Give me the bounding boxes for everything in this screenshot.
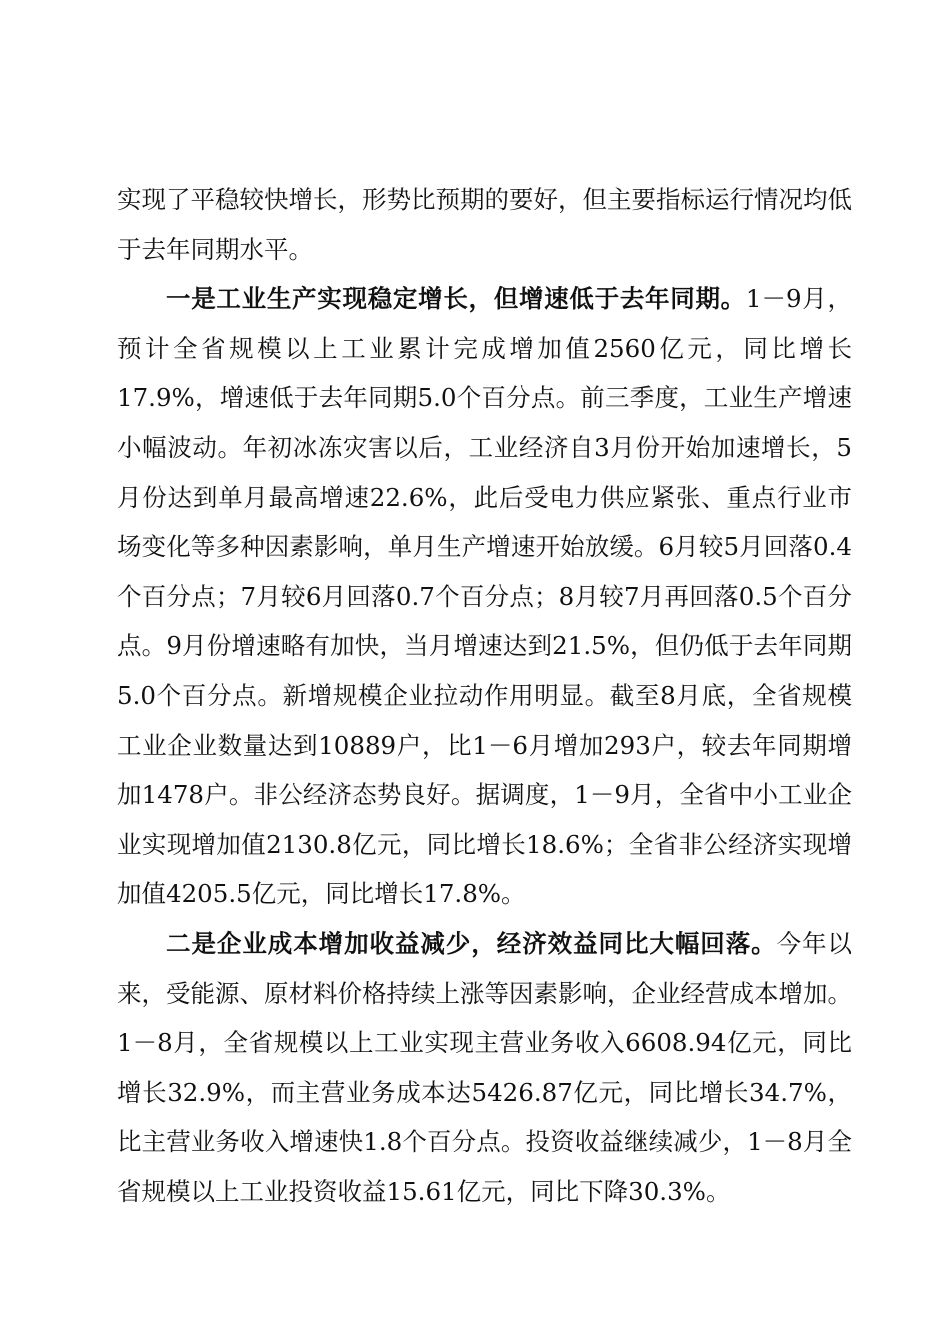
- paragraph-heading: 一是工业生产实现稳定增长，但增速低于去年同期。: [166, 284, 746, 314]
- paragraph-industrial-production: [117, 274, 852, 919]
- paragraph-continuation: [117, 175, 852, 274]
- paragraph-text: 实现了平稳较快增长，形势比预期的要好，但主要指标运行情况均低于去年同期水平。: [117, 185, 852, 264]
- document-body: [117, 175, 852, 1216]
- paragraph-text: 今年以来，受能源、原材料价格持续上涨等因素影响，企业经营成本增加。1－8月，全省规模以上工业实现主营业务收入6608.94亿元，同比增长32.9%，而主营业务成本达5426.87亿元，同比增长34.7%，比主营业务收入增速快1.8个百分点。投资收益继续减少，1－8月全省规模以上工业投资收益15.61亿元，同比下降30.3%。: [117, 928, 853, 1206]
- paragraph-enterprise-costs: [117, 919, 852, 1217]
- paragraph-heading: 二是企业成本增加收益减少，经济效益同比大幅回落。: [166, 928, 777, 958]
- paragraph-text: 1－9月，预计全省规模以上工业累计完成增加值2560亿元，同比增长17.9%，增速低于去年同期5.0个百分点。前三季度，工业生产增速小幅波动。年初冰冻灾害以后，工业经济自3月份开始加速增长，5月份达到单月最高增速22.6%，此后受电力供应紧张、重点行业市场变化等多种因素影响，单月生产增速开始放缓。6月较5月回落0.4个百分点；7月较6月回落0.7个百分点；8月较7月再回落0.5个百分点。9月份增速略有加快，当月增速达到21.5%，但仍低于去年同期5.0个百分点。新增规模企业拉动作用明显。截至8月底，全省规模工业企业数量达到10889户，比1－6月增加293户，较去年同期增加1478户。非公经济态势良好。据调度，1－9月，全省中小工业企业实现增加值2130.8亿元，同比增长18.6%；全省非公经济实现增加值4205.5亿元，同比增长17.8%。: [117, 284, 852, 909]
